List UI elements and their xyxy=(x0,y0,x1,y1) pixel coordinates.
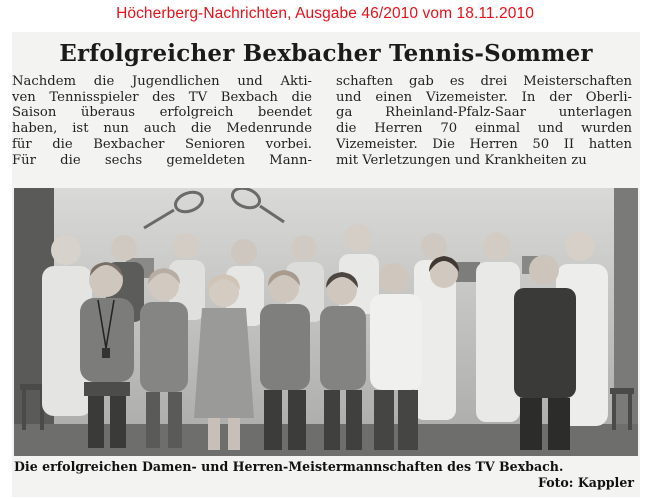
text-line: ven Tennisspieler des TV Bexbach die xyxy=(12,89,312,105)
text-line: ga Rheinland-Pfalz-Saar unterlagen xyxy=(336,105,632,121)
text-line: Vizemeister. Die Herren 50 II hatten xyxy=(336,136,632,152)
article-column-left xyxy=(12,74,312,168)
team-photo xyxy=(14,188,638,456)
photo-caption xyxy=(12,459,640,491)
text-line: Nachdem die Jugendlichen und Akti- xyxy=(12,74,312,89)
newspaper-clipping xyxy=(12,32,640,497)
text-line: haben, ist nun auch die Medenrunde xyxy=(12,121,312,137)
text-line: die Herren 70 einmal und wurden xyxy=(336,121,632,137)
photo-credit: Foto: Kappler xyxy=(537,475,634,490)
text-line: Saison überaus erfolgreich beendet xyxy=(12,105,312,121)
text-line: schaften gab es drei Meisterschaften xyxy=(336,74,632,89)
article-column-right xyxy=(336,74,632,168)
text-line: Für die sechs gemeldeten Mann- xyxy=(12,152,312,168)
caption-text: Die erfolgreichen Damen- und Herren-Meistermannschaften des TV Bexbach. xyxy=(14,459,564,474)
text-line: und einen Vizemeister. In der Oberli- xyxy=(336,89,632,105)
article-headline: Erfolgreicher Bexbacher Tennis-Sommer xyxy=(59,40,593,67)
text-line: mit Verletzungen und Krankheiten zu xyxy=(336,152,587,168)
team-photo-illustration xyxy=(14,188,638,456)
source-line: Höcherberg-Nachrichten, Ausgabe 46/2010 vom 18.11.2010 xyxy=(116,5,534,22)
text-line: für die Bexbacher Senioren vorbei. xyxy=(12,136,312,152)
